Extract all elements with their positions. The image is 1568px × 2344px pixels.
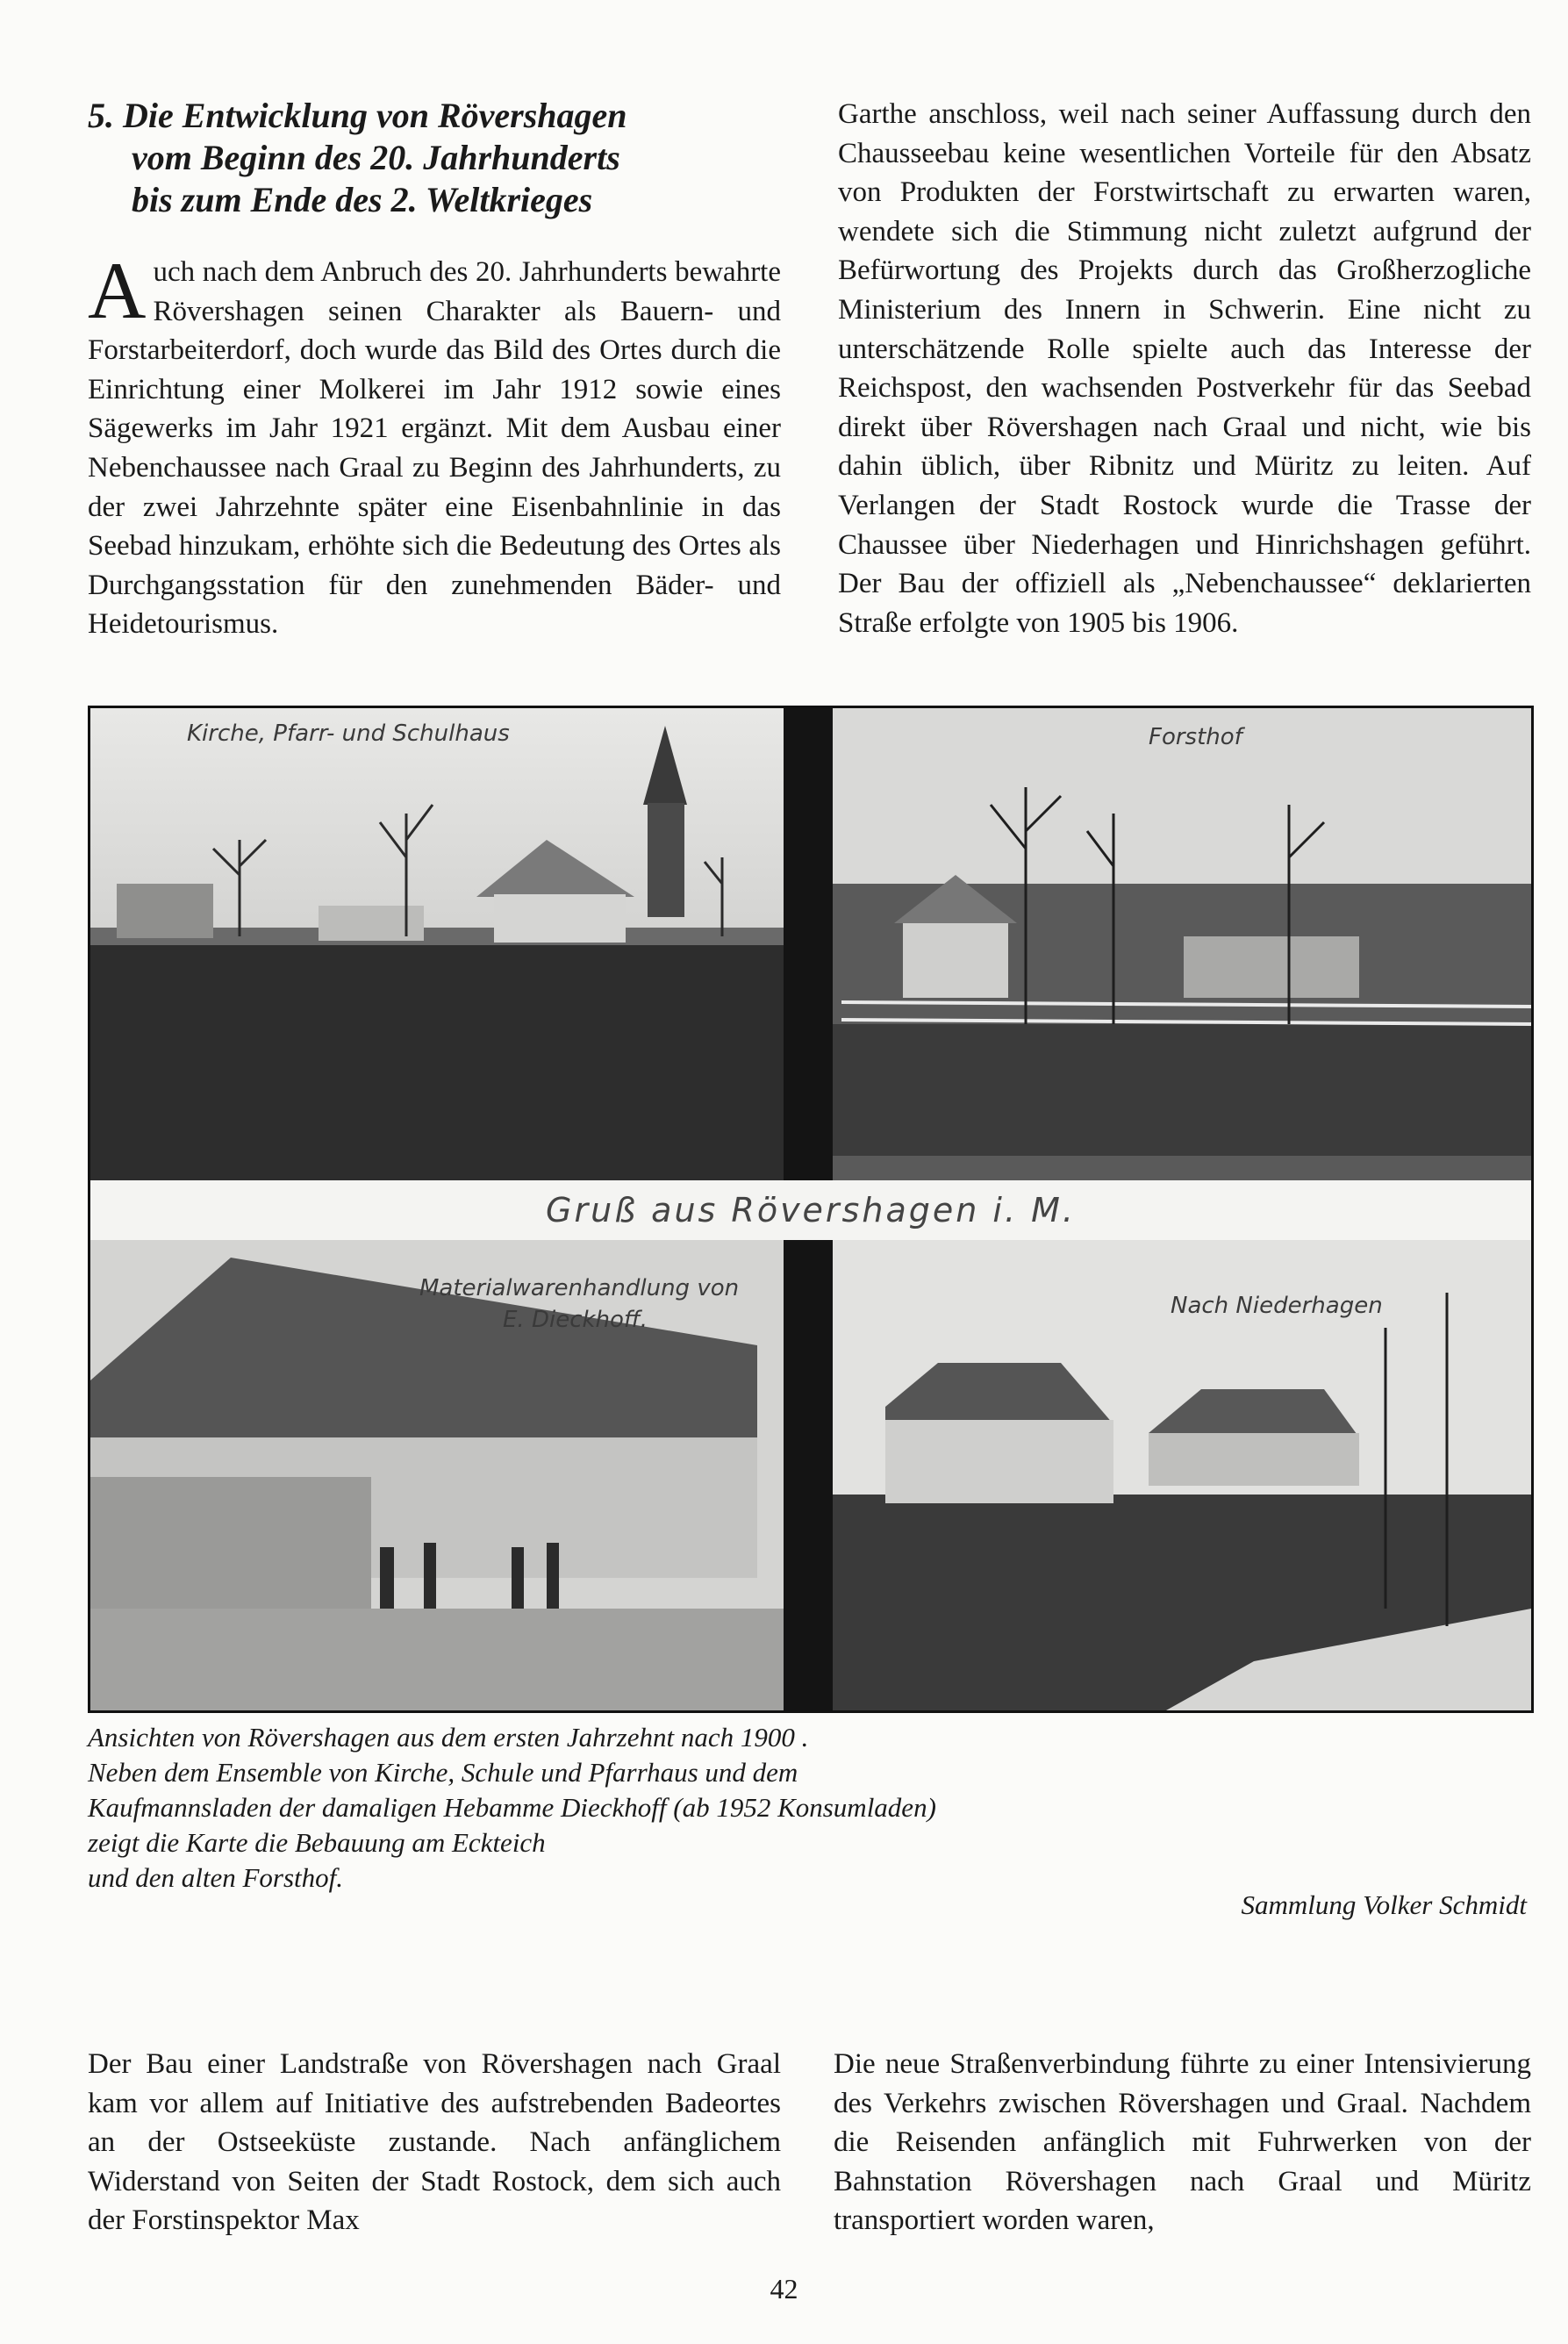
postcard-figure (88, 706, 1534, 1713)
figure-caption (88, 1720, 1053, 1896)
chapter-heading (88, 95, 755, 221)
bottom-left-text: Der Bau einer Landstraße von Rövershagen nach Graal kam vor allem auf Initiative des aufstrebenden Badeortes an der Ostseeküste zustande. Nach anfänglichem Widerstand von Seiten der Stadt Rostock, dem sich auch der Forstinspektor Max (88, 2048, 781, 2237)
top-left-paragraph (88, 246, 781, 644)
church-photo-illustration (90, 708, 784, 1180)
bottom-left-paragraph (88, 2045, 781, 2240)
heading-line-3: bis zum Ende des 2. Weltkrieges (132, 180, 593, 219)
photo-dieckhoff-shop (90, 1240, 784, 1710)
label-forsthof: Forsthof (1149, 724, 1242, 750)
page-number: 42 (770, 2273, 798, 2305)
caption-line-5: und den alten Forsthof. (88, 1862, 344, 1893)
label-shop-line-2: E. Dieckhoff. (503, 1307, 648, 1333)
photo-church-school (90, 708, 784, 1180)
postcard-greeting: Gruß aus Rövershagen i. M. (90, 1180, 1531, 1240)
caption-line-1: Ansichten von Rövershagen aus dem ersten Jahrzehnt nach 1900 . (88, 1722, 809, 1753)
image-credit: Sammlung Volker Schmidt (1241, 1889, 1527, 1920)
top-left-text: uch nach dem Anbruch des 20. Jahrhunderts bewahrte Rövershagen seinen Charakter als Bauern- und Forstarbeiterdorf, doch wurde das Bild des Ortes durch die Einrichtung einer Molkerei im Jahr 1912 sowie eines Sägewerks im Jahr 1921 ergänzt. Mit dem Ausbau einer Nebenchaussee nach Graal zu Beginn des Jahrhunderts, zu der zwei Jahrzehnte später eine Eisenbahnlinie in das Seebad hinzukam, erhöhte sich die Bedeutung des Ortes als Durchgangsstation für den zunehmenden Bäder- und Heidetourismus. (88, 256, 781, 641)
forsthof-photo-illustration (833, 708, 1531, 1180)
photo-forsthof (833, 708, 1531, 1180)
label-shop-line-1: Materialwarenhandlung von (419, 1275, 740, 1301)
label-church-school: Kirche, Pfarr- und Schulhaus (187, 720, 510, 747)
heading-line-1: 5. Die Entwicklung von Rövershagen (88, 96, 627, 135)
heading-line-2: vom Beginn des 20. Jahrhunderts (132, 138, 620, 177)
bottom-right-paragraph (834, 2045, 1531, 2240)
photo-niederhagen (833, 1240, 1531, 1710)
top-right-paragraph (838, 95, 1531, 642)
caption-line-2: Neben dem Ensemble von Kirche, Schule und Pfarrhaus und dem (88, 1757, 798, 1788)
drop-cap: A (88, 246, 147, 335)
top-right-text: Garthe anschloss, weil nach seiner Auffassung durch den Chausseebau keine wesentlichen Vorteile für den Absatz von Produkten der Forstwirtschaft zu erwarten waren, wendete sich die Stimmung nicht zuletzt aufgrund der Befürwortung des Projekts durch das Großherzogliche Ministerium des Innern in Schwerin. Eine nicht zu unterschätzende Rolle spielte auch das Interesse der Reichspost, den wachsenden Postverkehr für das Seebad direkt über Rövershagen nach Graal und nicht, wie bis dahin üblich, über Ribnitz und Müritz zu leiten. Auf Verlangen der Stadt Rostock wurde die Trasse der Chaussee über Niederhagen und Hinrichshagen geführt. Der Bau der offiziell als „Nebenchaussee“ deklarierten Straße erfolgte von 1905 bis 1906. (838, 98, 1531, 639)
caption-line-3: Kaufmannsladen der damaligen Hebamme Dieckhoff (ab 1952 Konsumladen) (88, 1792, 936, 1823)
caption-line-4: zeigt die Karte die Bebauung am Eckteich (88, 1827, 546, 1858)
label-niederhagen: Nach Niederhagen (1171, 1293, 1383, 1319)
bottom-right-text: Die neue Straßenverbindung führte zu einer Intensivierung des Verkehrs zwischen Rövershagen und Graal. Nachdem die Reisenden anfänglich mit Fuhrwerken von der Bahnstation Rövershagen nach Graal und Müritz transportiert worden waren, (834, 2048, 1531, 2237)
shop-photo-illustration (90, 1240, 784, 1710)
